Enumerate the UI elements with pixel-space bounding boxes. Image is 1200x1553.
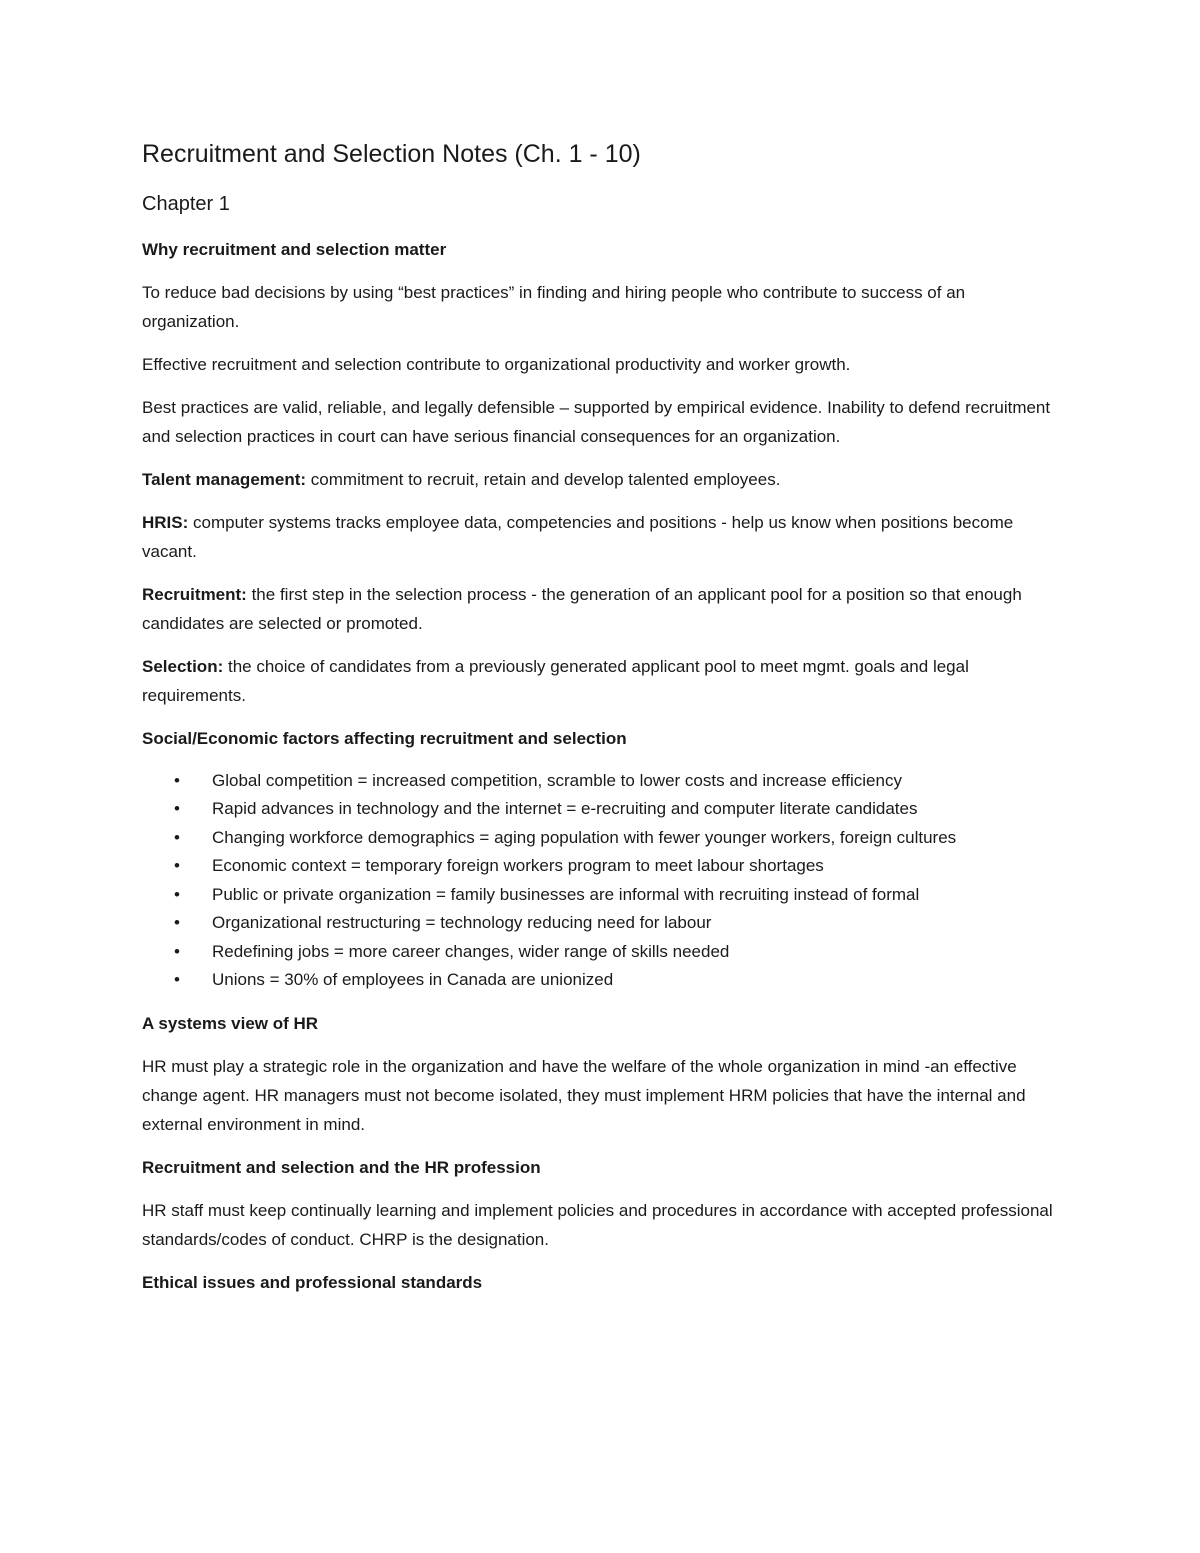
- section-heading-ethics: Ethical issues and professional standards: [142, 1272, 483, 1292]
- definition-selection: [142, 652, 1062, 710]
- bullet-icon: •: [174, 941, 180, 961]
- definition-text: commitment to recruit, retain and develop talented employees.: [306, 469, 781, 489]
- bullet-icon: •: [174, 827, 180, 847]
- paragraph-why-3: Best practices are valid, reliable, and legally defensible – supported by empirical evidence. Inability to defend recruitment and selection practices in court can have serious financial consequences for an organization.: [142, 397, 1051, 446]
- list-item: • Organizational restructuring = technology reducing need for labour: [142, 909, 1062, 938]
- list-item: • Redefining jobs = more career changes, wider range of skills needed: [142, 938, 1062, 967]
- definition-text: the first step in the selection process - the generation of an applicant pool for a position so that enough candidates are selected or promoted.: [142, 584, 1022, 633]
- section-heading-systems: A systems view of HR: [142, 1013, 319, 1033]
- chapter-heading: Chapter 1: [142, 192, 230, 215]
- factors-list: [142, 767, 1062, 995]
- list-item: • Public or private organization = family businesses are informal with recruiting instead of formal: [142, 881, 1062, 910]
- term-hris: HRIS:: [142, 512, 189, 532]
- paragraph-systems: HR must play a strategic role in the organization and have the welfare of the whole organization in mind -an effective change agent. HR managers must not become isolated, they must implement HRM policies that have the internal and external environment in mind.: [142, 1056, 1026, 1134]
- bullet-icon: •: [174, 884, 180, 904]
- paragraph-why-1: To reduce bad decisions by using “best practices” in finding and hiring people who contribute to success of an organization.: [142, 282, 966, 331]
- paragraph-why-2: Effective recruitment and selection contribute to organizational productivity and worker growth.: [142, 354, 851, 374]
- paragraph-profession: HR staff must keep continually learning and implement policies and procedures in accordance with accepted professional standards/codes of conduct. CHRP is the designation.: [142, 1200, 1053, 1249]
- list-item: • Economic context = temporary foreign workers program to meet labour shortages: [142, 852, 1062, 881]
- document-page: [142, 138, 1062, 1311]
- section-heading-factors: Social/Economic factors affecting recruitment and selection: [142, 728, 627, 748]
- definition-talent-management: [142, 465, 1062, 494]
- list-item: • Unions = 30% of employees in Canada are unionized: [142, 966, 1062, 995]
- list-item: • Global competition = increased competition, scramble to lower costs and increase efficiency: [142, 767, 1062, 796]
- definition-hris: [142, 508, 1062, 566]
- bullet-icon: •: [174, 856, 180, 875]
- bullet-icon: •: [174, 970, 180, 989]
- bullet-icon: •: [174, 913, 180, 932]
- section-heading-why: Why recruitment and selection matter: [142, 239, 447, 259]
- bullet-icon: •: [174, 770, 180, 790]
- definition-recruitment: [142, 580, 1062, 638]
- section-heading-profession: Recruitment and selection and the HR profession: [142, 1157, 541, 1177]
- list-item: • Changing workforce demographics = aging population with fewer younger workers, foreign cultures: [142, 824, 1062, 853]
- term-selection: Selection:: [142, 656, 224, 676]
- term-talent-management: Talent management:: [142, 469, 307, 489]
- term-recruitment: Recruitment:: [142, 584, 247, 604]
- document-title: Recruitment and Selection Notes (Ch. 1 - 10): [142, 140, 641, 168]
- definition-text: computer systems tracks employee data, competencies and positions - help us know when positions become vacant.: [142, 512, 1014, 561]
- list-item: • Rapid advances in technology and the internet = e-recruiting and computer literate candidates: [142, 795, 1062, 824]
- definition-text: the choice of candidates from a previously generated applicant pool to meet mgmt. goals and legal requirements.: [142, 656, 969, 705]
- bullet-icon: •: [174, 799, 180, 818]
